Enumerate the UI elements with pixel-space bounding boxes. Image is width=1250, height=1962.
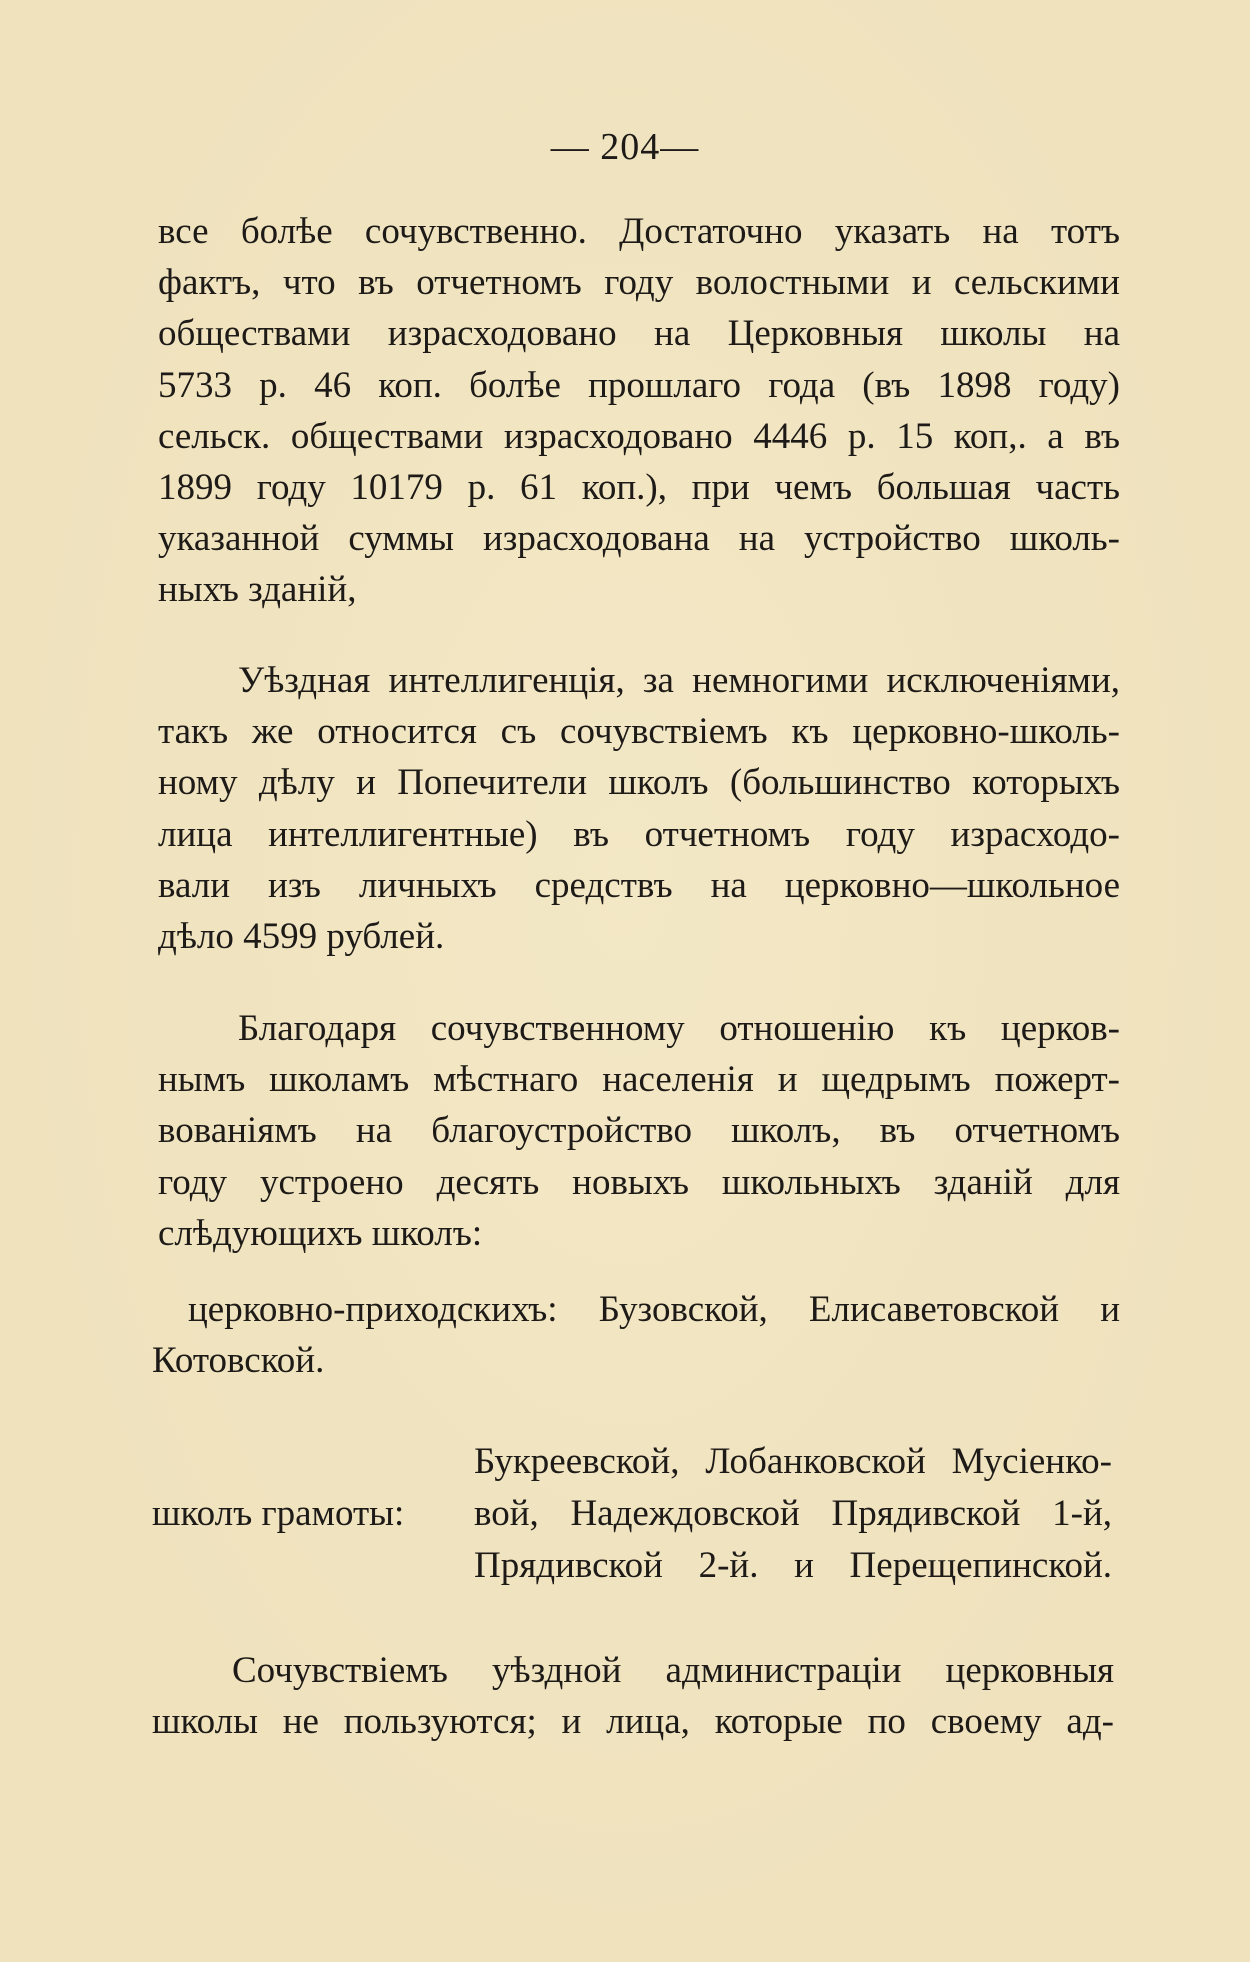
text-line: Благодаря сочувственному отношенію къ церков-	[238, 1008, 1120, 1049]
text-line: дѣло 4599 рублей.	[158, 915, 445, 957]
text-line: Сочувствіемъ уѣздной администраціи церковныя	[232, 1650, 1114, 1691]
text-line: указанной суммы израсходована на устройство школь-	[158, 518, 1120, 560]
paragraph-1	[158, 206, 1120, 616]
text-line: Котовской.	[152, 1340, 325, 1382]
text-line: обществами израсходовано на Церковныя школы на	[158, 313, 1120, 355]
text-line: такъ же относится съ сочувствіемъ къ церковно-школь-	[158, 711, 1120, 753]
paragraph-4	[152, 1284, 1120, 1386]
text-line: ныхъ зданій,	[158, 569, 357, 611]
text-line: году устроено десять новыхъ школьныхъ зданій для	[158, 1161, 1120, 1203]
text-line: вованіямъ на благоустройство школъ, въ отчетномъ	[158, 1110, 1120, 1152]
text-line: Уѣздная интеллигенція, за немногими исключеніями,	[238, 660, 1120, 701]
paragraph-6	[152, 1645, 1114, 1747]
paragraph-2	[158, 655, 1120, 962]
text-line: нымъ школамъ мѣстнаго населенія и щедрымъ пожерт-	[158, 1059, 1120, 1101]
text-line: сельск. обществами израсходовано 4446 р. 15 коп,. а въ	[158, 415, 1120, 457]
page-number: — 204—	[550, 126, 700, 168]
text-line: фактъ, что въ отчетномъ году волостными и сельскими	[158, 262, 1120, 304]
text-line: вой, Надеждовской Прядивской 1-й,	[474, 1493, 1112, 1534]
text-line: слѣдующихъ школъ:	[158, 1212, 483, 1254]
text-line: церковно-приходскихъ: Бузовской, Елисаветовской и	[188, 1289, 1120, 1330]
paragraph-3	[158, 1003, 1120, 1259]
schools-of-literacy-list	[152, 1436, 1120, 1592]
text-line: 1899 году 10179 р. 61 коп.), при чемъ большая часть	[158, 466, 1120, 508]
text-line: Прядивской 2-й. и Перещепинской.	[474, 1545, 1112, 1586]
text-line: ному дѣлу и Попечители школъ (большинство которыхъ	[158, 762, 1120, 804]
schools-of-literacy-label: школъ грамоты:	[152, 1493, 405, 1534]
schools-of-literacy-names	[474, 1436, 1112, 1592]
text-line: Букреевской, Лобанковской Мусіенко-	[474, 1441, 1112, 1482]
text-line: 5733 р. 46 коп. болѣе прошлаго года (въ 1898 году)	[158, 364, 1120, 406]
text-line: школы не пользуются; и лица, которые по своему ад-	[152, 1701, 1114, 1743]
text-line: все болѣе сочувственно. Достаточно указать на тотъ	[158, 211, 1120, 252]
text-line: вали изъ личныхъ средствъ на церковно—школьное	[158, 864, 1120, 906]
text-line: лица интеллигентные) въ отчетномъ году израсходо-	[158, 813, 1120, 855]
